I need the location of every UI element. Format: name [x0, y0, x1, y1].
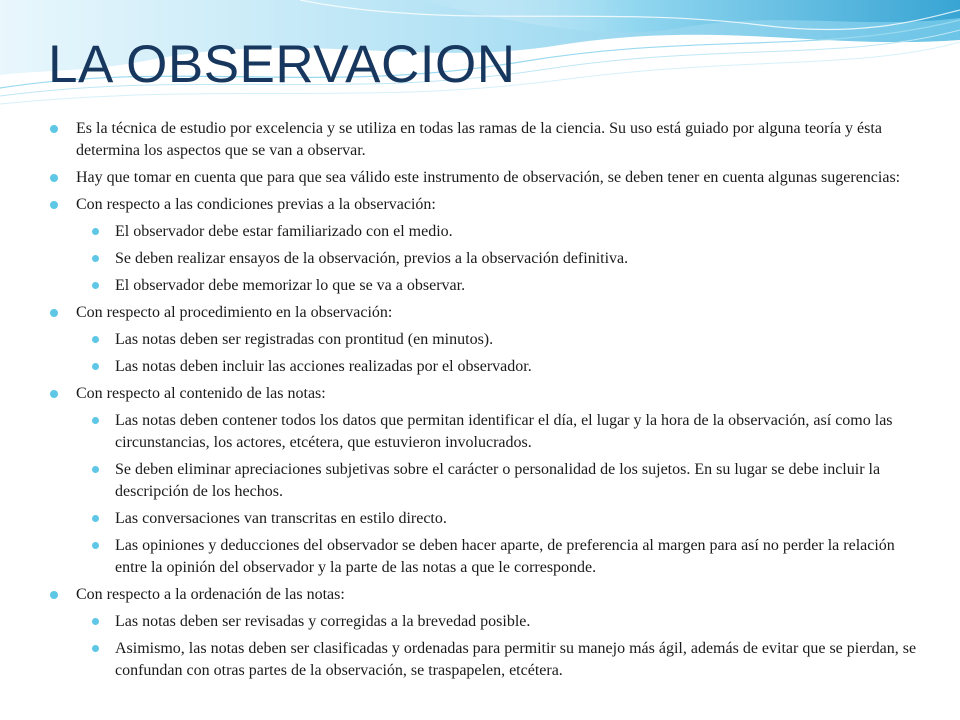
- bullet-dot-icon: [92, 515, 99, 522]
- sub-bullet-item: [50, 410, 930, 454]
- bullet-dot-icon: [50, 174, 58, 182]
- sub-bullet-item: [50, 275, 930, 297]
- bullet-text: Hay que tomar en cuenta que para que sea válido este instrumento de observación, se deben tener en cuenta algunas sugerencias:: [76, 169, 901, 186]
- bullet-dot-icon: [92, 282, 99, 289]
- sub-bullet-item: [50, 535, 930, 579]
- bullet-text: Con respecto al contenido de las notas:: [76, 385, 326, 402]
- bullet-dot-icon: [50, 390, 58, 398]
- bullet-dot-icon: [92, 336, 99, 343]
- bullet-item: [50, 584, 930, 606]
- bullet-dot-icon: [92, 255, 99, 262]
- sub-bullet-item: [50, 459, 930, 503]
- bullet-dot-icon: [92, 417, 99, 424]
- bullet-item: [50, 383, 930, 405]
- bullet-dot-icon: [92, 542, 99, 549]
- bullet-text: Se deben realizar ensayos de la observación, previos a la observación definitiva.: [115, 250, 629, 267]
- bullet-text: Las notas deben ser revisadas y corregidas a la brevedad posible.: [115, 613, 531, 630]
- bullet-dot-icon: [92, 363, 99, 370]
- bullet-text: Las notas deben ser registradas con prontitud (en minutos).: [115, 331, 494, 348]
- bullet-dot-icon: [92, 618, 99, 625]
- bullet-text: Las notas deben contener todos los datos que permitan identificar el día, el lugar y la hora de la observación, así como las circunstancias, los actores, etcétera, que estuvieron involucrados.: [115, 412, 893, 451]
- slide-title: LA OBSERVACION: [48, 35, 516, 94]
- bullet-text: El observador debe memorizar lo que se va a observar.: [115, 277, 466, 294]
- bullet-dot-icon: [92, 466, 99, 473]
- sub-bullet-item: [50, 356, 930, 378]
- sub-bullet-item: [50, 508, 930, 530]
- bullet-item: [50, 167, 930, 189]
- bullet-dot-icon: [50, 125, 58, 133]
- bullet-text: Se deben eliminar apreciaciones subjetivas sobre el carácter o personalidad de los sujetos. En su lugar se debe incluir la descripción de los hechos.: [115, 461, 881, 500]
- bullet-text: El observador debe estar familiarizado con el medio.: [115, 223, 453, 240]
- sub-bullet-item: [50, 638, 930, 682]
- bullet-item: [50, 194, 930, 216]
- bullet-text: Asimismo, las notas deben ser clasificadas y ordenadas para permitir su manejo más ágil, además de evitar que se pierdan, se confundan con otras partes de la observación, se traspapelen, etcétera.: [115, 640, 917, 679]
- bullet-item: [50, 118, 930, 162]
- bullet-text: Las opiniones y deducciones del observador se deben hacer aparte, de preferencia al margen para así no perder la relación entre la opinión del observador y la parte de las notas a que le corresponde.: [115, 537, 895, 576]
- bullet-text: Las notas deben incluir las acciones realizadas por el observador.: [115, 358, 532, 375]
- bullet-text: Con respecto al procedimiento en la observación:: [76, 304, 393, 321]
- bullet-text: Es la técnica de estudio por excelencia y se utiliza en todas las ramas de la ciencia. Su uso está guiado por alguna teoría y ésta determina los aspectos que se van a observar.: [76, 120, 882, 159]
- sub-bullet-item: [50, 221, 930, 243]
- bullet-dot-icon: [50, 591, 58, 599]
- bullet-dot-icon: [92, 645, 99, 652]
- bullet-dot-icon: [92, 228, 99, 235]
- sub-bullet-item: [50, 248, 930, 270]
- bullet-dot-icon: [50, 309, 58, 317]
- bullet-item: [50, 302, 930, 324]
- sub-bullet-item: [50, 611, 930, 633]
- bullet-text: Con respecto a la ordenación de las notas:: [76, 586, 345, 603]
- sub-bullet-item: [50, 329, 930, 351]
- bullet-dot-icon: [50, 201, 58, 209]
- bullet-text: Con respecto a las condiciones previas a la observación:: [76, 196, 436, 213]
- bullet-list: [50, 118, 930, 687]
- bullet-text: Las conversaciones van transcritas en estilo directo.: [115, 510, 447, 527]
